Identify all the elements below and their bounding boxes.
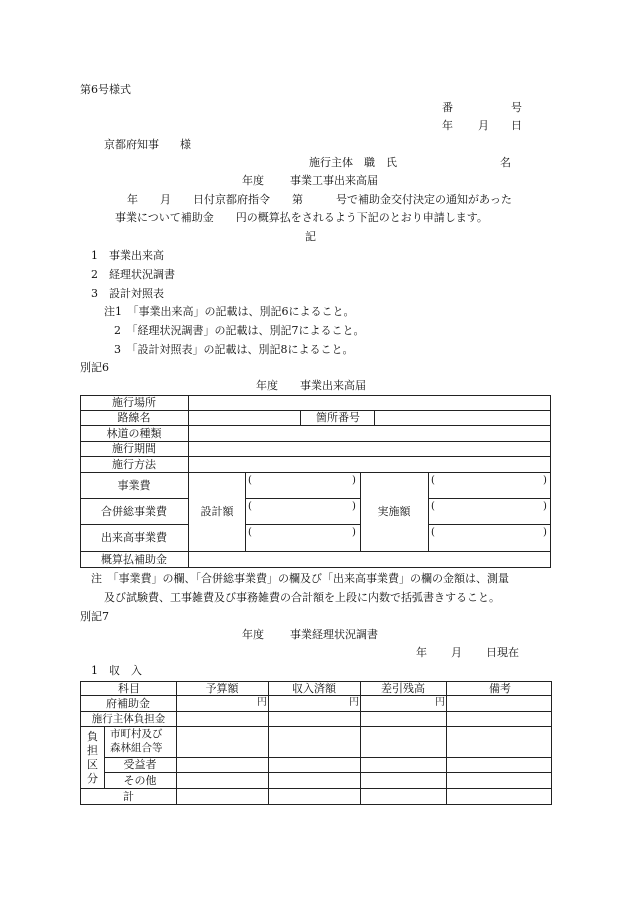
hdr-received: 収 入 済 額 — [292, 681, 336, 695]
b6-combined-cost-label: 合 併 総 事 業 費 — [101, 504, 167, 518]
b6-road-type-label: 林 道 の 種 類 — [106, 426, 162, 440]
b6-actual-amount-label: 実 施 額 — [377, 505, 411, 518]
hdr-balance: 差 引 残 高 — [381, 681, 425, 695]
paren-close: ) — [352, 501, 356, 512]
ki-heading: 記 — [305, 230, 316, 243]
list-item: 1 事業出来高 — [91, 249, 164, 262]
b6-title-year: 年度 — [256, 379, 278, 392]
b6-note-line-2: 及び試験費、工事雑費及び事務雑費の合計額を上段に内数で括弧書きすること。 — [104, 591, 500, 604]
note-item: 2 「経理状況調書」の記載は、別記7によること。 — [114, 324, 365, 337]
yen-unit: 円 — [257, 697, 267, 708]
paren-close: ) — [543, 501, 547, 512]
paren-open: ( — [248, 527, 252, 538]
b6-method-label: 施 行 方 法 — [112, 457, 156, 471]
b7-section-title: 1 収 入 — [91, 664, 142, 677]
number-suffix: 号 — [511, 101, 522, 114]
note-item: 3 「設計対照表」の記載は、別記8によること。 — [114, 343, 354, 356]
body-line-2: 事業について補助金 円の概算払をされるよう下記のとおり申請します。 — [115, 211, 488, 224]
hdr-remarks: 備 考 — [489, 681, 511, 695]
body-line-1: 年 月 日付京都府指令 第 号で補助金交付決定の通知があった — [127, 193, 512, 206]
b6-output-cost-label: 出 来 高 事 業 費 — [101, 531, 167, 544]
b6-section-no-label: 箇 所 番 号 — [316, 411, 360, 424]
row-municipal-line-1: 市町村及び — [110, 728, 163, 740]
asof-year: 年 — [416, 646, 427, 659]
b6-note-line-1: 注 「事業費」の欄、「合併総事業費」の欄及び「出来高事業費」の欄の金額は、測量 — [91, 572, 509, 585]
hdr-budget: 予 算 額 — [205, 681, 239, 695]
b6-design-amount-label: 設 計 額 — [200, 505, 234, 518]
addressee-honorific: 様 — [180, 138, 191, 151]
paren-close: ) — [352, 475, 356, 486]
yen-unit: 円 — [349, 697, 359, 708]
b6-advance-subsidy-label: 概 算 払 補 助 金 — [101, 552, 167, 566]
row-total-label: 計 — [123, 789, 134, 803]
paren-open: ( — [248, 501, 252, 512]
burden-category-label: 負 担 区 分 — [87, 729, 98, 785]
paren-open: ( — [431, 475, 435, 486]
hdr-item: 科 目 — [118, 681, 140, 695]
form-number: 第6号様式 — [80, 83, 131, 96]
asof-month: 月 — [451, 646, 462, 659]
b6-route-label: 路 線 名 — [117, 411, 151, 424]
b6-site-label: 施 行 場 所 — [112, 396, 156, 409]
b6-period-label: 施 行 期 間 — [112, 442, 156, 455]
number-label: 番 — [442, 101, 453, 114]
paren-close: ) — [543, 475, 547, 486]
row-subsidy-label: 府 補 助 金 — [106, 696, 150, 710]
row-municipal-line-2: 森林組合等 — [110, 742, 163, 754]
row-operator-label: 施行主体負担金 — [91, 713, 166, 725]
b7-label: 別記7 — [80, 610, 109, 623]
yen-unit: 円 — [435, 697, 445, 708]
list-item: 2 経理状況調書 — [91, 268, 175, 281]
paren-open: ( — [248, 475, 252, 486]
paren-open: ( — [431, 501, 435, 512]
addressee: 京都府知事 — [104, 138, 159, 151]
list-item: 3 設計対照表 — [91, 287, 164, 300]
row-beneficiary-label: 受 益 者 — [123, 758, 157, 771]
b7-title: 事業経理状況調書 — [290, 628, 378, 641]
b7-title-year: 年度 — [242, 628, 264, 641]
b6-cost-label: 事 業 費 — [117, 478, 151, 492]
paren-close: ) — [543, 527, 547, 538]
date-month: 月 — [478, 119, 489, 132]
b6-label: 別記6 — [80, 361, 109, 374]
doc-title: 事業工事出来高届 — [290, 174, 378, 187]
row-other-label: そ の 他 — [123, 773, 157, 787]
date-year: 年 — [442, 119, 453, 132]
applicant-name-suffix: 名 — [500, 156, 511, 169]
note-item: 注1 「事業出来高」の記載は、別記6によること。 — [104, 305, 355, 318]
asof-day: 日現在 — [486, 646, 519, 659]
date-day: 日 — [511, 119, 522, 132]
paren-open: ( — [431, 527, 435, 538]
applicant-label: 施行主体 職 氏 — [309, 156, 397, 169]
b6-title: 事業出来高届 — [300, 379, 366, 392]
doc-year: 年度 — [242, 174, 264, 187]
paren-close: ) — [352, 527, 356, 538]
